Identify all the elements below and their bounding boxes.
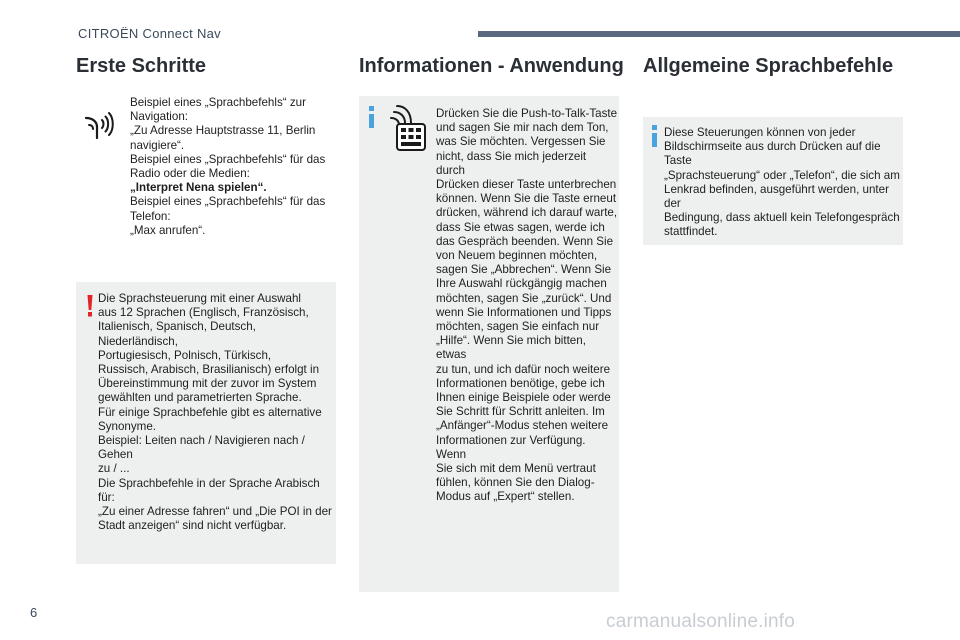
watermark: carmanualsonline.info [606,611,796,632]
header-title: CITROËN Connect Nav [78,26,221,41]
example-line-bold: „Interpret Nena spielen“. [130,181,267,195]
info-text: Drücken Sie die Push-to-Talk-Taste und sagen Sie mir nach dem Ton, was Sie möchten. Vergessen Sie nicht, dass Sie mich jederzeit durch Drücken dieser Taste unterbrechen können. Wenn Sie die Taste erneut drücken, während ich darauf warte, dass Sie etwas sagen, werde ich das Gespräch beenden. Wenn Sie von Neuem beginnen möchten, sagen Sie „Abbrechen“. Wenn Sie Ihre Auswahl rückgängig machen möchten, sagen Sie „zurück“. Und wenn Sie Informationen und Tipps möchten, sagen Sie einfach nur „Hilfe“. Wenn Sie mich bitten, etwas zu tun, und ich dafür noch weitere Informationen benötige, gebe ich Ihnen einige Beispiele oder werde Sie Schritt für Schritt anleiten. Im „Anfänger“-Modus stehen weitere Informationen zur Verfügung. Wenn Sie sich mit dem Menü vertraut fühlen, können Sie den Dialog- Modus auf „Expert“ stellen. [436,107,618,504]
example-line: Beispiel eines „Sprachbefehls“ für das [130,195,326,209]
example-line: Beispiel eines „Sprachbefehls“ zur [130,96,306,109]
header-bar [478,31,960,37]
example-line: „Zu Adresse Hauptstrasse 11, Berlin [130,124,316,138]
info-marker-icon [369,106,375,128]
general-commands-text: Diese Steuerungen können von jeder Bildschirmseite aus durch Drücken auf die Taste „Sprachsteuerung“ oder „Telefon“, die sich am Lenkrad befinden, ausgeführt werden, unter der Bedingung, dass aktuell kein Telefongespräch stattfindet. [664,126,900,239]
info-card [359,96,619,592]
first-steps-examples [130,96,330,238]
example-line: Navigation: [130,110,189,124]
steering-keypad-icon [387,104,427,152]
warning-text: Die Sprachsteuerung mit einer Auswahl aus 12 Sprachen (Englisch, Französisch, Italienisch, Spanisch, Deutsch, Niederländisch, Portugiesisch, Polnisch, Türkisch, Russisch, Arabisch, Brasilianisch) erfolgt in Übereinstimmung mit der zuvor im System gewählten und parametrierten Sprache. Für einige Sprachbefehle gibt es alternative Synonyme. Beispiel: Leiten nach / Navigieren nach / Gehen zu / ... Die Sprachbefehle in der Sprache Arabisch für: „Zu einer Adresse fahren“ und „Die POI in der Stadt anzeigen“ sind nicht verfügbar. [98,292,332,533]
page-number: 6 [30,605,38,620]
warning-marker-icon [86,295,94,317]
section-title-first-steps: Erste Schritte [76,55,207,77]
section-title-info-usage: Informationen - Anwendung [359,55,624,77]
example-line: navigiere“. [130,138,185,152]
example-line: Telefon: [130,209,171,223]
example-line: „Max anrufen“. [130,223,206,237]
info-marker-icon [652,125,658,147]
example-line: Radio oder die Medien: [130,167,250,181]
warning-card [76,282,336,564]
voice-command-icon [80,106,116,142]
general-commands-card [643,117,903,245]
example-line: Beispiel eines „Sprachbefehls“ für das [130,152,326,166]
section-title-general-commands: Allgemeine Sprachbefehle [643,55,894,77]
